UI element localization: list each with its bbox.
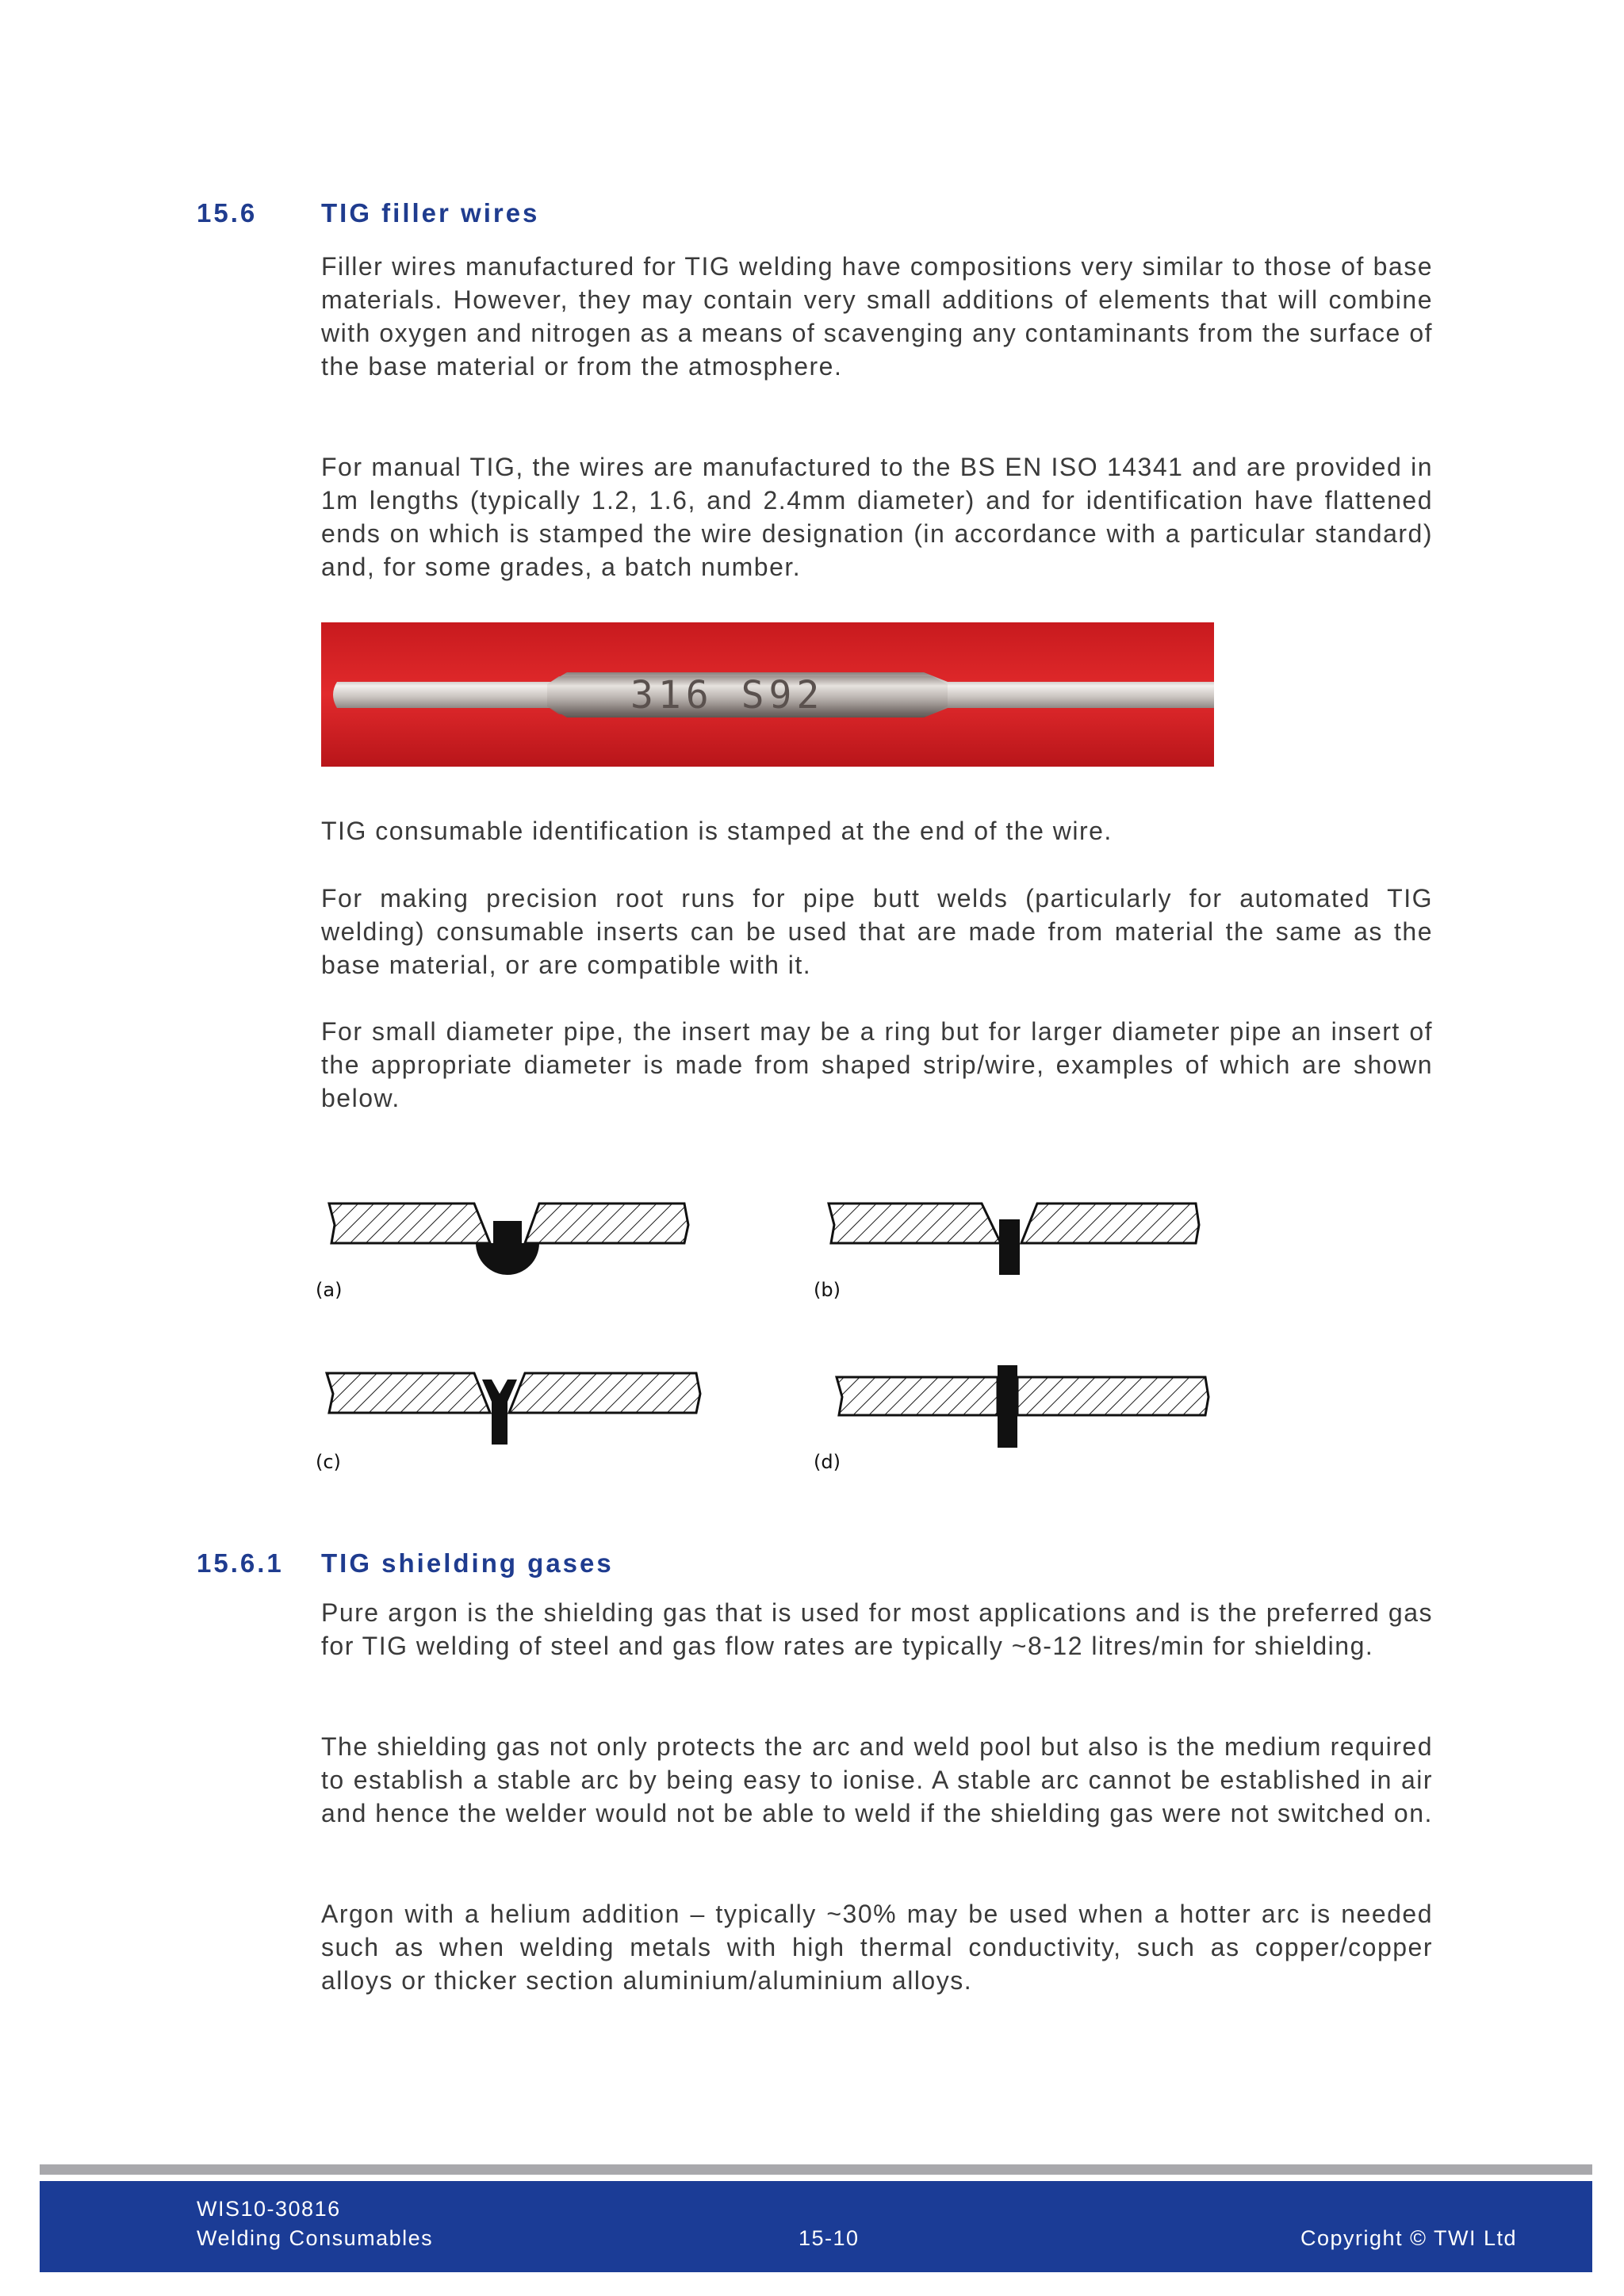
filler-wire-photo [321, 622, 1214, 767]
page-footer [40, 2181, 1592, 2272]
subsection-title: TIG shielding gases [321, 1548, 614, 1578]
photo-caption: TIG consumable identification is stamped at the end of the wire. [321, 817, 1113, 845]
footer-doc-title: Welding Consumables [197, 2226, 434, 2250]
paragraph: Pure argon is the shielding gas that is used for most applications and is the preferred gas for TIG welding of steel and gas flow rates are typically ~8-12 litres/min for shielding. [321, 1598, 1433, 1660]
wire-stamp-text: 316 S92 [630, 673, 825, 718]
section-number: 15.6 [197, 198, 258, 228]
section-title: TIG filler wires [321, 198, 540, 228]
diagram-label-a: (a) [316, 1279, 343, 1301]
paragraph: Argon with a helium addition – typically ~30% may be used when a hotter arc is needed such as when welding metals with high thermal conductivity, such as copper/copper alloys or thicker section aluminium/aluminium alloys. [321, 1900, 1433, 1995]
paragraph: For small diameter pipe, the insert may be a ring but for larger diameter pipe an insert of the appropriate diameter is made from shaped strip/wire, examples of which are shown below. [321, 1017, 1433, 1112]
diagram-label-b: (b) [814, 1279, 841, 1301]
paragraph: Filler wires manufactured for TIG welding have compositions very similar to those of base materials. However, they may contain very small additions of elements that will combine with oxygen and nitrogen as a means of scavenging any contaminants from the surface of the base material or from the atmosphere. [321, 252, 1433, 381]
diagram-label-d: (d) [814, 1451, 841, 1473]
paragraph: For manual TIG, the wires are manufactured to the BS EN ISO 14341 and are provided in 1m lengths (typically 1.2, 1.6, and 2.4mm diameter) and for identification have flattened ends on which is stamped the wire designation (in accordance with a particular standard) and, for some grades, a batch number. [321, 453, 1433, 581]
insert-diagram-d [814, 1365, 1208, 1473]
footer-copyright: Copyright © TWI Ltd [1300, 2226, 1517, 2250]
insert-diagram-a [316, 1203, 688, 1301]
insert-diagram-c [316, 1373, 700, 1473]
paragraph: For making precision root runs for pipe butt welds (particularly for automated TIG welding) consumable inserts can be used that are made from material the same as the base material, or are compatible with it. [321, 884, 1433, 979]
insert-diagram-b [814, 1203, 1199, 1301]
consumable-insert-diagrams [309, 1189, 1229, 1502]
footer-divider [40, 2164, 1592, 2175]
subsection-number: 15.6.1 [197, 1548, 284, 1578]
diagram-label-c: (c) [316, 1451, 341, 1473]
paragraph: The shielding gas not only protects the arc and weld pool but also is the medium required to establish a stable arc by being easy to ionise. A stable arc cannot be established in air and hence the welder would not be able to weld if the shielding gas were not switched on. [321, 1732, 1433, 1827]
footer-doc-code: WIS10-30816 [197, 2197, 341, 2221]
footer-page-number: 15-10 [799, 2226, 860, 2250]
